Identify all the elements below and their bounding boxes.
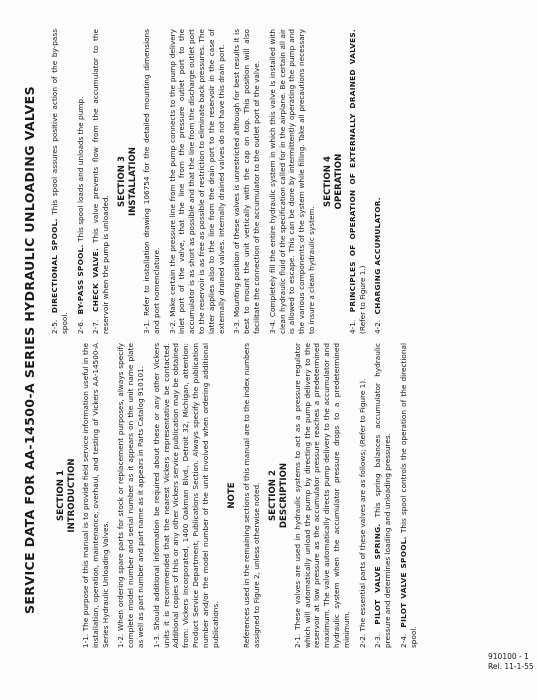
paragraph-3-2: 3-2. Make certain the pressure line from the pump connects to the pump delivery inlet port of the valve, that the line from the pressure outlet port to the accumulator is as short as possible and that the line from the discharge outlet port to the reservoir is as free as possible of restriction to eliminate back pressures. The latter applies also to the line from the drain port to the reservoir in the case of externally drained valves. Internally drained valves do not have this drain port. (167, 29, 226, 334)
note-text: References used in the remaining sections of this manual are to the index numbers assigned to Figure 2, unless otherwise noted. (242, 343, 261, 648)
paragraph-2-5-text: This spool assures positive action of the by-pass spool. (50, 28, 69, 334)
paragraph-2-4-text: This spool controls the operation of the directional spool. (398, 343, 418, 648)
paragraph-2-7-number: 2-7. (91, 319, 101, 334)
paragraph-2-7-text: This valve prevents flow from the accumulator to the reservoir when the pump is unloaded. (91, 29, 111, 334)
paragraph-2-6-number: 2-6. (75, 319, 85, 334)
paragraph-3-4: 3-4. Completely fill the entire hydraulic system in which this valve is installed with clean hydraulic fluid of the specification called for in the airplane. Be certain all air is allowed to escape. This can be done by intermittently operating the pump and the various components of the system while filling. Take all precautions necessary to insure a clean hydraulic system. (267, 29, 316, 334)
paragraph-3-1: 3-1. Refer to installation drawing 106754 for the detailed mounting dimensions and port nomenclature. (141, 29, 161, 334)
paragraph-2-7 (91, 29, 111, 334)
document-code: 910100 - 1 (488, 652, 529, 661)
paragraph-2-6-term: BY-PASS SPOOL. (75, 244, 85, 315)
paragraph-2-3-text: This spring balances accumulator hydraulic pressure and determines loading and unloading pressures. (373, 343, 393, 648)
note-heading: NOTE (227, 482, 238, 509)
paragraph-4-2-term: CHARGING ACCUMULATOR. (373, 197, 383, 315)
section-3-number: SECTION 3 (116, 156, 127, 207)
paragraph-4-1 (348, 29, 368, 334)
paragraph-4-1-number: 4-1. (347, 319, 357, 334)
paragraph-2-3-term: PILOT VALVE SPRING. (373, 523, 383, 625)
section-1-heading (56, 343, 78, 648)
right-column (50, 29, 389, 334)
page-footer (488, 652, 534, 672)
paragraph-1-1: 1-1. The purpose of this manual is to provide field service information useful in the installation, operation, maintenance, overhaul, and testing of Vickers AA-14500-A Series Hydraulic Unloading Valves. (81, 343, 110, 648)
paragraph-2-7-term: CHECK VALVE. (91, 247, 101, 312)
section-2-heading (268, 343, 290, 648)
paragraph-2-4-term: PILOT VALVE SPOOL. (398, 536, 408, 628)
paragraph-2-2: 2-2. The essential parts of these valves are as follows; (Refer to Figure 1). (357, 378, 367, 648)
paragraph-2-3-number: 2-3. (373, 633, 383, 648)
section-1-title: INTRODUCTION (67, 458, 77, 533)
left-column (50, 343, 425, 648)
paragraph-2-5 (50, 29, 70, 334)
section-3-heading (117, 29, 139, 334)
paragraph-3-3: 3-3. Mounting position of these valves is unrestricted although for best results it is best to mount the unit vertically with the cap on top. This position will also facilitate the connection of the accumulator to the outlet port of the valve. (232, 29, 261, 334)
paragraph-4-2-number: 4-2. (373, 319, 383, 334)
paragraph-2-6 (76, 29, 86, 334)
paragraph-2-5-term: DIRECTIONAL SPOOL. (50, 218, 59, 314)
paragraph-4-2 (373, 29, 383, 334)
paragraph-2-1: 2-1. These valves are used in hydraulic systems to act as a pressure regulator which will automatically unload the pump by directing the pump delivery to the reservoir at low pressure as the accumulator pressure reaches a predetermined maximum. The valve automatically directs pump delivery to the accumulator and hydraulic system when the accumulator pressure drops to a predetermined minimum. (292, 343, 351, 648)
section-2-number: SECTION 2 (267, 470, 278, 521)
paragraph-2-6-text: This spool loads and unloads the pump. (75, 96, 85, 242)
paragraph-4-1-term: PRINCIPLES OF OPERATION OF EXTERNALLY DRAINED VALVES. (347, 29, 357, 313)
paragraph-2-5-number: 2-5. (50, 319, 59, 334)
section-1-number: SECTION 1 (56, 470, 66, 521)
paragraph-1-2: 1-2. When ordering spare parts for stock or replacement purposes, always specify complete model number and serial number as it appears on the unit name plate as well as part number and part name as it appears in Parts Catalog 910101. (116, 343, 145, 648)
paragraph-2-4-number: 2-4. (398, 633, 408, 648)
rotated-content (0, 30, 538, 670)
section-4-title: OPERATION (333, 153, 344, 210)
section-3-title: INSTALLATION (127, 147, 138, 216)
section-4-number: SECTION 4 (322, 156, 333, 207)
document-title: SERVICE DATA FOR AA-14500-A SERIES HYDRAULIC UNLOADING VALVES (22, 86, 37, 614)
paragraph-4-1-text: (Refer to Figure 1.) (357, 265, 367, 334)
release-date: Rel. 11-1-55 (488, 662, 534, 671)
paragraph-1-3: 1-3. Should additional information be required about these or any other Vickers units it is recommended that the nearest Vickers representative be contacted. Additional copies of this or any other Vickers service publication may be obtained from: Vickers Incorporated, 1400 Oakman Blvd., Detroit 32, Michigan, attention: Product Service Department, Publications Section. Always specify the publication number and/or the model number of the unit involved when ordering additional publications. (151, 343, 220, 648)
paragraph-2-3 (373, 343, 393, 648)
paragraph-2-4 (399, 343, 419, 648)
section-2-title: DESCRIPTION (278, 462, 289, 529)
section-4-heading (323, 29, 345, 334)
